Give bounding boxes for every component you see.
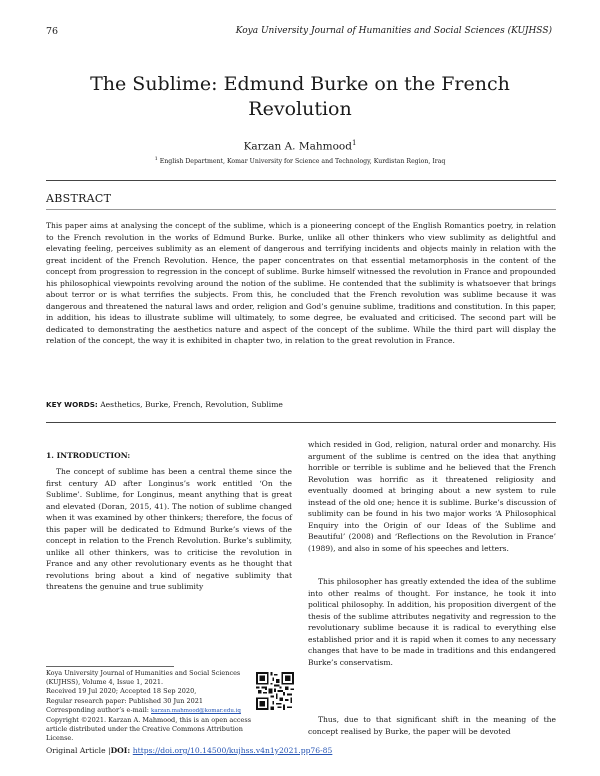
- footnote-journal-2: (KUJHSS), Volume 4, Issue 1, 2021.: [46, 678, 164, 687]
- intro-paragraph: The concept of sublime has been a central theme since the first century AD after Longinus’s work entitled ‘On the Sublime’. Sublime, for Longinus, meant anything that is great and elevated (Doran, 2015, 41). The notion of sublime changed when it was examined by other thinkers; therefore, the focus of this paper will be dedicated to Edmund Burke’s views of the concept in relation to the French Revolution. Burke’s sublimity, unlike all other thinkers, was to criticise the revolution in France and any other revolutionary events as he thought that revolutions bring about a kind of negative sublimity that threatens the genuine and true sublimity: [46, 467, 292, 592]
- footnote-journal-1: Koya University Journal of Humanities and Social Sciences: [46, 669, 241, 677]
- keywords-label: KEY WORDS:: [46, 400, 98, 409]
- affiliation: [0, 156, 600, 165]
- right-paragraph-2: This philosopher has greatly extended the idea of the sublime into other realms of thought. For instance, he took it into political philosophy. In addition, his proposition divergent of the thesis of the sublime attributes negativity and regression to the revolutionary sublime because it is radical to everything else established prior and it is rapid when it comes to any necessary changes that have to be made in traditions and this endangered Burke’s conservatism.: [308, 577, 556, 667]
- journal-header: Koya University Journal of Humanities and Social Sciences (KUJHSS): [235, 26, 552, 36]
- footnote-received: Received 19 Jul 2020; Accepted 18 Sep 2020,: [46, 687, 197, 696]
- qr-code-icon[interactable]: [256, 672, 294, 710]
- divider-top: [46, 180, 556, 181]
- divider-abstract: [46, 209, 556, 210]
- right-paragraph-3: Thus, due to that significant shift in the meaning of the concept realised by Burke, the paper will be devoted: [308, 715, 556, 736]
- divider-keywords: [46, 422, 556, 423]
- email-label: Corresponding author’s e-mail:: [46, 705, 152, 714]
- footnote-copyright-3: License.: [46, 734, 74, 743]
- affiliation-text: English Department, Komar University for Science and Technology, Kurdistan Region, Iraq: [157, 158, 446, 166]
- intro-heading: 1. INTRODUCTION:: [46, 451, 131, 460]
- footnote-copyright-1: Copyright ©2021. Karzan A. Mahmood, this is an open access: [46, 716, 252, 725]
- right-paragraph-1: which resided in God, religion, natural order and monarchy. His argument of the sublime is centred on the idea that anything horrible or terrible is sublime and he believed that the French Revolution was horrific as it threatened religiosity and eventually doomed at bringing about a new system to rule instead of the old one; hence it is sublime. Burke’s discussion of sublimity can be found in his two major works ‘A Philosophical Enquiry into the Origin of our Ideas of the Sublime and Beautiful’ (2008) and ‘Reflections on the Revolution in France’ (1989), and also in some of his speeches and letters.: [308, 440, 556, 553]
- abstract-body: This paper aims at analysing the concept of the sublime, which is a pioneering concept of the English Romantics poetry, in relation to the French revolution in the works of Edmund Burke. Burke, unlike all other thinkers who view sublimity as delightful and elevating feeling, perceives sublimity as an element of dangerous and terrifying incidents and objects mainly in relation with the great incident of the French Revolution. Hence, the paper concentrates on that essential metamorphosis in the content of the concept from progression to regression in the concept of sublime. Burke himself witnessed the revolution in France and propounded his philosophical viewpoints revolving around the notion of the sublime. He contended that the sublimity is whatsoever that brings about terror or is what terrifies the subjects. From this, he concluded that the French revolution was sublime because it was dangerous and threatened the natural laws and order, religion and God’s genuine sublime, traditions and constitution. In this paper, in addition, his ideas to illustrate sublime will ultimately, to some degree, be evaluated and criticised. The second part will be dedicated to demonstrating the aesthetics nature and aspect of the concept of the sublime. While the third part will display the relation of the concept, the way it is exhibited in chapter two, in relation to the great revolution in France.: [46, 221, 556, 346]
- doi-label: DOI:: [110, 746, 133, 755]
- title-line-2: Revolution: [248, 98, 352, 120]
- keywords: [46, 400, 283, 409]
- doi-link[interactable]: https://doi.org/10.14500/kujhss.v4n1y2021.pp76-85: [132, 746, 333, 755]
- title-line-1: The Sublime: Edmund Burke on the French: [90, 73, 510, 95]
- author-name: Karzan A. Mahmood: [243, 140, 352, 153]
- author: [0, 139, 600, 153]
- page-number: 76: [46, 26, 59, 37]
- keywords-text: Aesthetics, Burke, French, Revolution, Sublime: [97, 400, 283, 409]
- article-footer: [46, 746, 332, 755]
- author-sup: 1: [351, 139, 357, 147]
- abstract-heading: ABSTRACT: [46, 192, 112, 205]
- article-type: Original Article |: [46, 746, 111, 755]
- paper-title: [40, 72, 560, 122]
- footnote-type: Regular research paper: Published 30 Jun 2021: [46, 696, 204, 705]
- affiliation-sup: 1: [154, 156, 158, 162]
- footnote-copyright-2: article distributed under the Creative Commons Attribution: [46, 725, 243, 734]
- email-link[interactable]: karzan.mahmood@komar.edu.iq: [151, 707, 241, 714]
- footnote-rule: [46, 666, 174, 667]
